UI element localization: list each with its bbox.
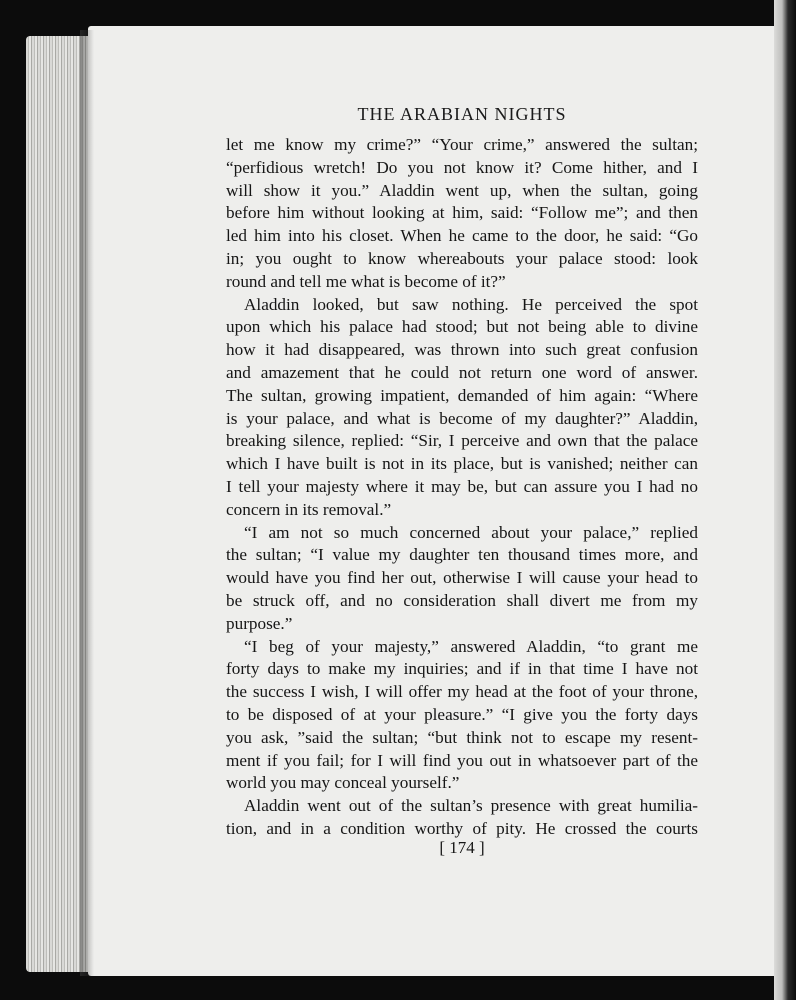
text-line: in; you ought to know whereabouts your palace stood: look bbox=[226, 248, 698, 268]
gutter-shadow bbox=[80, 30, 94, 976]
text-line: forty days to make my inquiries; and if in that time I have not bbox=[226, 659, 698, 679]
text-line: is your palace, and what is become of my daughter?” Aladdin, bbox=[226, 408, 698, 428]
text-line: I tell your majesty where it may be, but can assure you I had no bbox=[226, 476, 698, 496]
text-line: tion, and in a condition worthy of pity. He crossed the courts bbox=[226, 818, 698, 838]
page-number: [ 174 ] bbox=[439, 838, 485, 857]
text-line: “I am not so much concerned about your palace,” replied bbox=[244, 522, 698, 542]
text-line: concern in its removal.” bbox=[226, 499, 392, 519]
text-line: “perfidious wretch! Do you not know it? Come hither, and I bbox=[226, 157, 698, 177]
text-line: you ask, ”said the sultan; “but think not to escape my resent- bbox=[226, 727, 698, 747]
text-line: to be disposed of at your pleasure.” “I give you the forty days bbox=[226, 704, 698, 724]
text-line: would have you find her out, otherwise I will cause your head to bbox=[226, 568, 698, 588]
text-line: round and tell me what is become of it?” bbox=[226, 271, 506, 291]
text-line: how it had disappeared, was thrown into such great confusion bbox=[226, 340, 698, 360]
text-line: the success I wish, I will offer my head at the foot of your throne, bbox=[226, 682, 698, 702]
text-line: led him into his closet. When he came to the door, he said: “Go bbox=[226, 226, 698, 246]
text-line: let me know my crime?” “Your crime,” answered the sultan; bbox=[226, 135, 698, 154]
text-line: Aladdin went out of the sultan’s presence with great humilia- bbox=[244, 796, 698, 816]
text-line: “I beg of your majesty,” answered Aladdin, “to grant me bbox=[244, 636, 698, 656]
text-line: before him without looking at him, said: “Follow me”; and then bbox=[226, 203, 698, 223]
text-line: will show it you.” Aladdin went up, when the sultan, going bbox=[226, 180, 698, 200]
right-page-edge bbox=[774, 0, 796, 1000]
text-line: upon which his palace had stood; but not being able to divine bbox=[226, 317, 698, 337]
text-line: world you may conceal yourself.” bbox=[226, 773, 460, 793]
text-line: The sultan, growing impatient, demanded of him again: “Where bbox=[226, 385, 698, 405]
text-line: be struck off, and no consideration shall divert me from my bbox=[226, 590, 698, 610]
text-line: and amazement that he could not return one word of answer. bbox=[226, 362, 698, 382]
text-line: ment if you fail; for I will find you out in whatsoever part of the bbox=[226, 750, 698, 770]
running-title: THE ARABIAN NIGHTS bbox=[357, 104, 567, 124]
page-body-text bbox=[226, 134, 698, 841]
text-line: Aladdin looked, but saw nothing. He perceived the spot bbox=[244, 294, 698, 314]
text-line: the sultan; “I value my daughter ten thousand times more, and bbox=[226, 545, 698, 565]
text-line: breaking silence, replied: “Sir, I perceive and own that the palace bbox=[226, 431, 698, 451]
text-line: purpose.” bbox=[226, 613, 293, 633]
text-line: which I have built is not in its place, but is vanished; neither can bbox=[226, 454, 698, 474]
